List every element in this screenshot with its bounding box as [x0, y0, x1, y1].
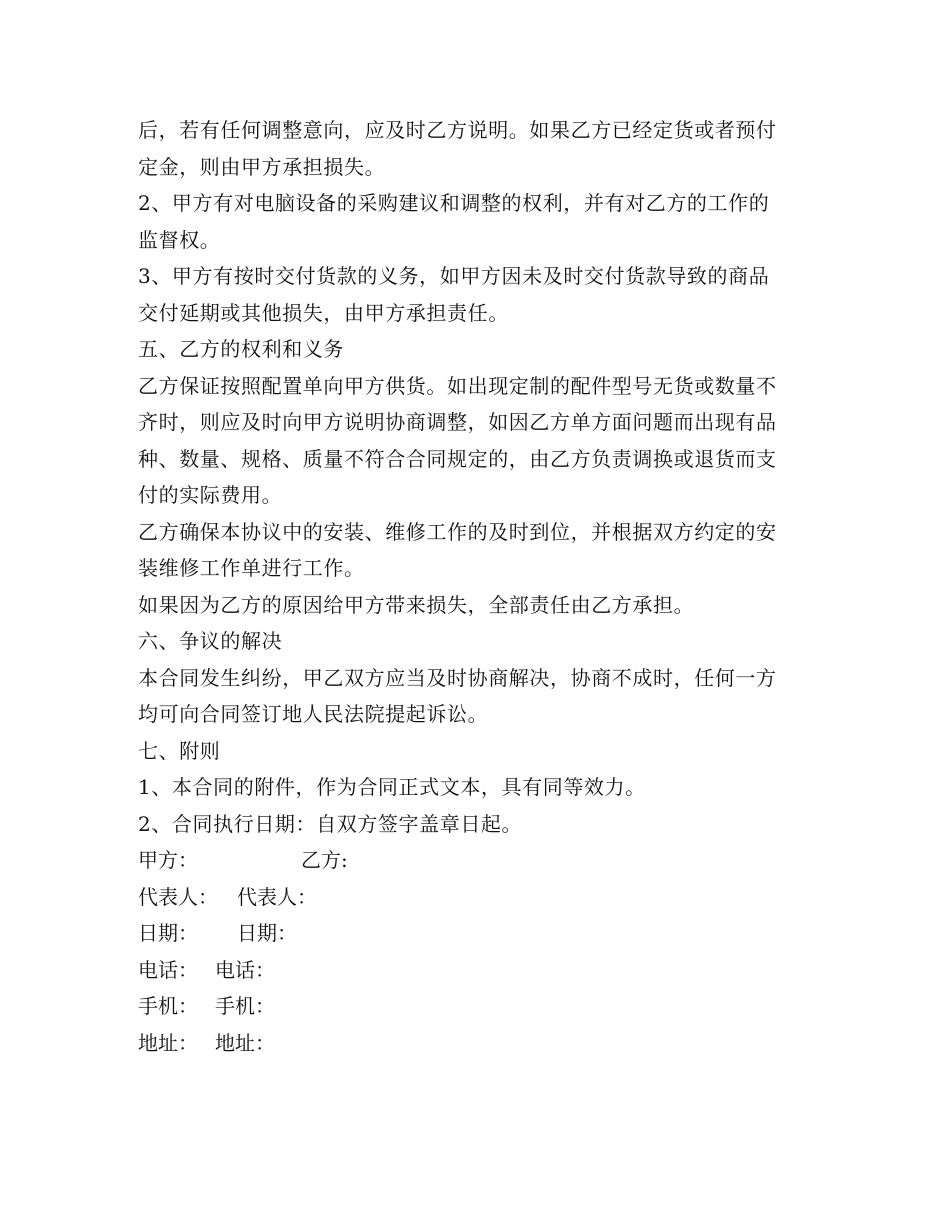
document-body — [138, 112, 818, 1061]
signature-row-phone — [138, 952, 818, 989]
section-heading: 六、争议的解决 — [138, 629, 283, 653]
signature-row-date — [138, 915, 818, 952]
text-line: 乙方保证按照配置单向甲方供货。如出现定制的配件型号无货或数量不 — [138, 373, 777, 398]
text-line: 2、合同执行日期：自双方签字盖章日起。 — [138, 811, 523, 836]
text-line: 均可向合同签订地人民法院提起诉讼。 — [138, 702, 489, 726]
text-line: 如果因为乙方的原因给甲方带来损失，全部责任由乙方承担。 — [138, 592, 695, 617]
text-line: 付的实际费用。 — [138, 483, 283, 507]
party-b-phone-label: 电话： — [215, 957, 275, 982]
party-a-date-label: 日期： — [138, 921, 198, 945]
text-line: 齐时，则应及时向甲方说明协商调整，如因乙方单方面问题而出现有品 — [138, 410, 777, 434]
party-b-address-label: 地址： — [215, 1030, 275, 1055]
party-a-address-label: 地址： — [138, 1030, 198, 1055]
signature-row-mobile — [138, 988, 818, 1025]
text-line: 定金，则由甲方承担损失。 — [138, 154, 386, 179]
party-b-representative-label: 代表人： — [237, 884, 317, 909]
section-heading: 五、乙方的权利和义务 — [138, 337, 344, 361]
party-b-label: 乙方: — [301, 848, 348, 872]
text-line: 装维修工作单进行工作。 — [138, 556, 365, 580]
party-b-mobile-label: 手机： — [215, 994, 275, 1018]
text-line: 后，若有任何调整意向，应及时乙方说明。如果乙方已经定货或者预付 — [138, 118, 777, 142]
text-line: 交付延期或其他损失，由甲方承担责任。 — [138, 300, 509, 325]
signature-row-party — [138, 842, 818, 879]
text-line: 3、甲方有按时交付货款的义务，如甲方因未及时交付货款导致的商品 — [138, 264, 770, 288]
text-line: 种、数量、规格、质量不符合合同规定的，由乙方负责调换或退货而支 — [138, 446, 777, 471]
text-line: 1、本合同的附件，作为合同正式文本，具有同等效力。 — [138, 775, 646, 799]
signature-row-representative — [138, 879, 818, 916]
party-a-representative-label: 代表人： — [138, 884, 218, 909]
party-a-phone-label: 电话： — [138, 957, 198, 982]
party-a-label: 甲方： — [138, 848, 198, 872]
text-line: 2、甲方有对电脑设备的采购建议和调整的权利，并有对乙方的工作的 — [138, 191, 770, 215]
text-line: 乙方确保本协议中的安装、维修工作的及时到位，并根据双方约定的安 — [138, 519, 777, 544]
party-a-mobile-label: 手机： — [138, 994, 198, 1018]
signature-row-address — [138, 1025, 818, 1062]
section-heading: 七、附则 — [138, 738, 221, 763]
party-b-date-label: 日期： — [237, 921, 297, 945]
text-line: 监督权。 — [138, 227, 221, 252]
text-line: 本合同发生纠纷，甲乙双方应当及时协商解决，协商不成时，任何一方 — [138, 665, 777, 690]
